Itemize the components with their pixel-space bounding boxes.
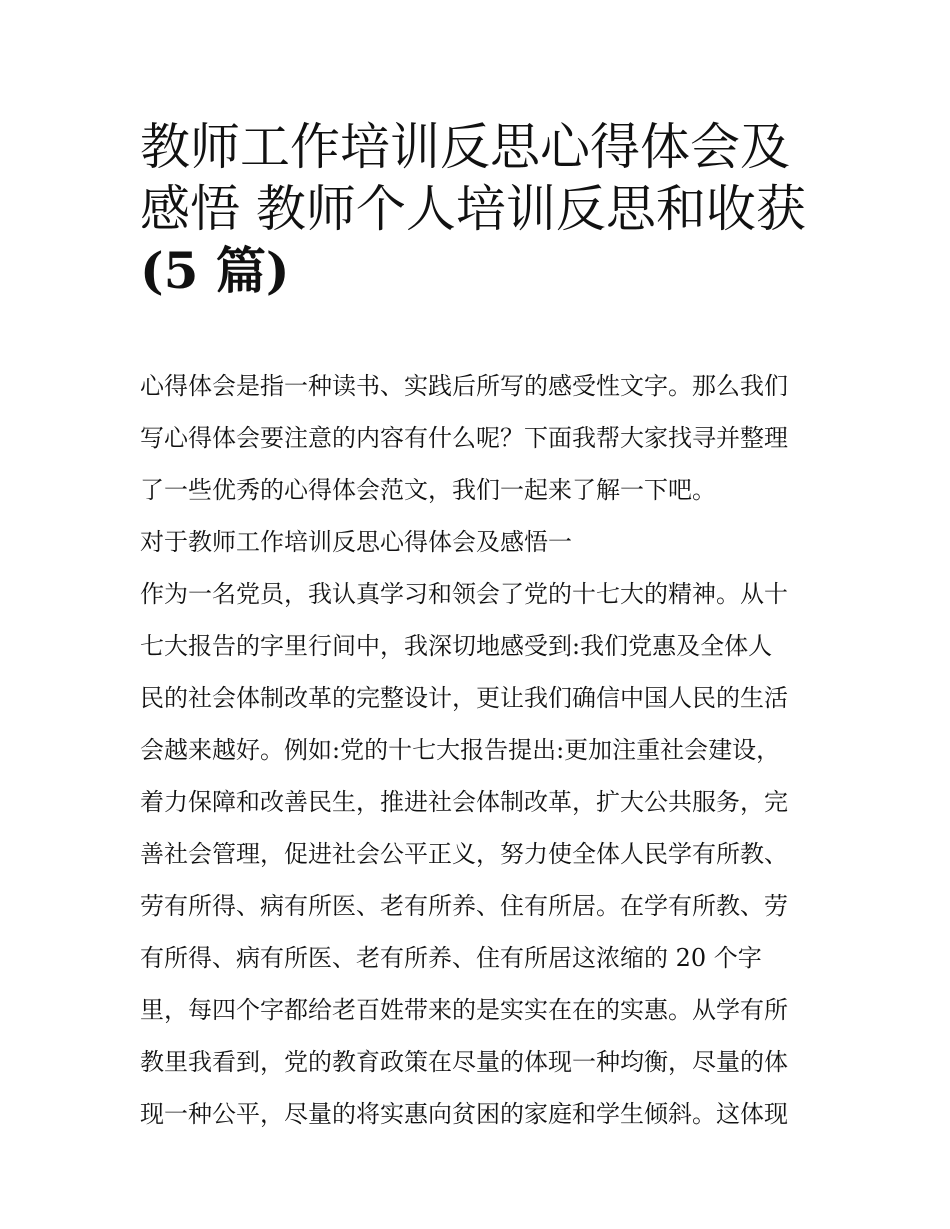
body-line: 里，每四个字都给老百姓带来的是实实在在的实惠。从学有所 — [140, 996, 788, 1024]
body-line: 民的社会体制改革的完整设计，更让我们确信中国人民的生活 — [140, 684, 788, 712]
body-line: 作为一名党员，我认真学习和领会了党的十七大的精神。从十 — [140, 580, 788, 608]
title-line-2: 感悟 教师个人培训反思和收获 — [140, 180, 806, 238]
body-line: 了一些优秀的心得体会范文，我们一起来了解一下吧。 — [140, 476, 716, 504]
body-line: 写心得体会要注意的内容有什么呢？下面我帮大家找寻并整理 — [140, 424, 788, 452]
body-line: 心得体会是指一种读书、实践后所写的感受性文字。那么我们 — [140, 372, 788, 400]
title-line-3: (5 篇) — [140, 241, 290, 300]
body-line: 有所得、病有所医、老有所养、住有所居这浓缩的 20 个字 — [140, 944, 762, 972]
document-body — [140, 360, 830, 1140]
body-line: 着力保障和改善民生，推进社会体制改革，扩大公共服务，完 — [140, 788, 788, 816]
body-line: 善社会管理，促进社会公平正义，努力使全体人民学有所教、 — [140, 840, 788, 868]
title-line-1: 教师工作培训反思心得体会及 — [140, 118, 790, 176]
body-line: 教里我看到，党的教育政策在尽量的体现一种均衡，尽量的体 — [140, 1048, 788, 1076]
body-line: 会越来越好。例如:党的十七大报告提出:更加注重社会建设， — [140, 736, 781, 764]
document-title — [140, 116, 820, 302]
body-line: 劳有所得、病有所医、老有所养、住有所居。在学有所教、劳 — [140, 892, 788, 920]
body-line: 七大报告的字里行间中，我深切地感受到:我们党惠及全体人 — [140, 632, 773, 660]
body-line: 现一种公平，尽量的将实惠向贫困的家庭和学生倾斜。这体现 — [140, 1100, 788, 1128]
section-heading: 对于教师工作培训反思心得体会及感悟一 — [140, 528, 572, 556]
